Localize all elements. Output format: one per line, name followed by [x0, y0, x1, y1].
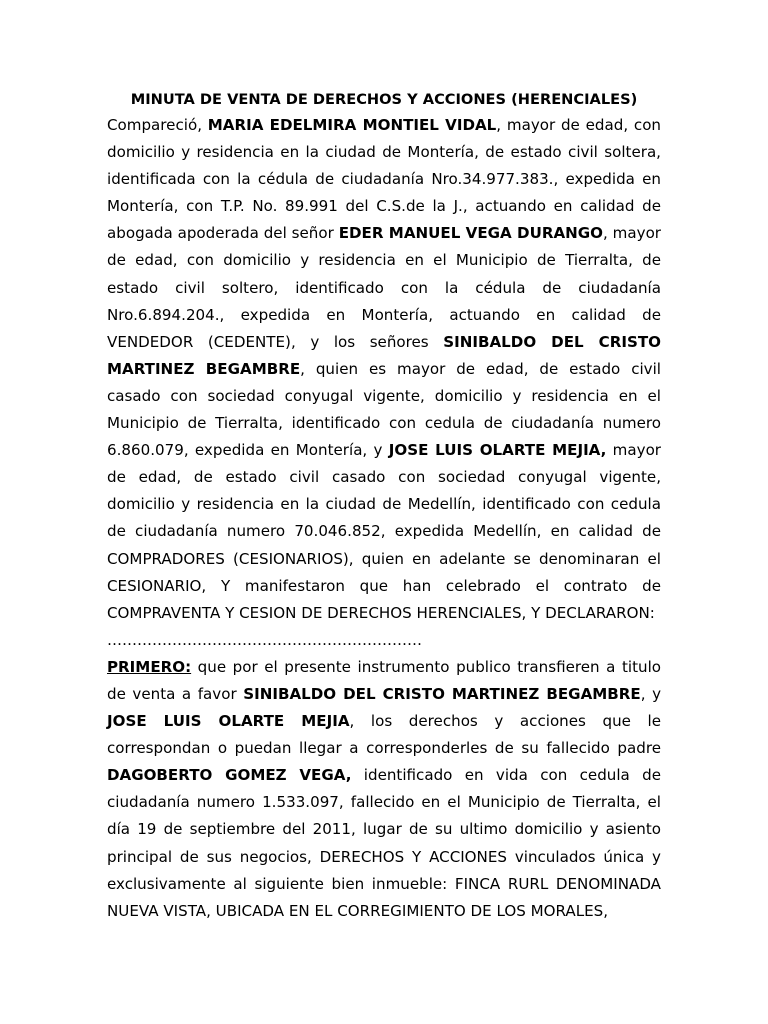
bold-name-vendedor: EDER MANUEL VEGA DURANGO	[338, 224, 603, 243]
bold-name-causante: DAGOBERTO GOMEZ VEGA,	[107, 766, 352, 785]
bold-name-comprador-1: SINIBALDO DEL CRISTO MARTINEZ BEGAMBRE	[243, 684, 641, 703]
paragraph-comparecencia	[107, 112, 661, 627]
document-page	[107, 88, 661, 925]
paragraph-primero	[107, 654, 661, 925]
bold-name-comprador-2: JOSE LUIS OLARTE MEJIA	[107, 712, 350, 731]
bold-name-comprador-1: SINIBALDO DEL CRISTO MARTINEZ BEGAMBRE	[107, 332, 661, 378]
text-run: , mayor de edad, con domicilio y residencia en la ciudad de Montería, de estado civil soltera, identificada con la cédula de ciudadanía Nro.34.977.383., expedida en Montería, con T.P. No. 89.991 del C.S.de la J., actuando en calidad de abogada apoderada del señor	[107, 116, 661, 243]
clause-heading	[107, 658, 191, 676]
text-run: que por el presente instrumento publico transfieren a titulo de venta a favor	[107, 657, 661, 703]
document-title: MINUTA DE VENTA DE DERECHOS Y ACCIONES (HERENCIALES)	[130, 91, 638, 108]
text-run: , quien es mayor de edad, de estado civil casado con sociedad conyugal vigente, domicilio y residencia en el Municipio de Tierralta, identificado con cedula de ciudadanía numero 6.860.079, expedida en Montería, y	[107, 359, 661, 460]
bold-name-apoderada: MARIA EDELMIRA MONTIEL VIDAL	[207, 116, 497, 134]
dotted-separator: ………………………………………………………	[107, 630, 422, 649]
text-run: Compareció,	[107, 116, 208, 134]
text-run: , los derechos y acciones que le correspondan o puedan llegar a corresponderles de su fallecido padre	[107, 712, 661, 758]
text-run: , y	[640, 684, 662, 703]
text-run: mayor de edad, de estado civil casado con sociedad conyugal vigente, domicilio y residencia en la ciudad de Medellín, identificado con cedula de ciudadanía numero 70.046.852, expedida Medellín, en calidad de COMPRADORES (CESIONARIOS), quien en adelante se denominaran el CESIONARIO, Y manifestaron que han celebrado el contrato de COMPRAVENTA Y CESION DE DERECHOS HERENCIALES, Y DECLARARON:	[107, 441, 662, 622]
text-run: identificado en vida con cedula de ciudadanía numero 1.533.097, fallecido en el Municipio de Tierralta, el día 19 de septiembre del 2011, lugar de su ultimo domicilio y asiento principal de sus negocios, DERECHOS Y ACCIONES vinculados única y exclusivamente al siguiente bien inmueble: FINCA RURL DENOMINADA NUEVA VISTA, UBICADA EN EL CORREGIMIENTO DE LOS MORALES,	[107, 766, 661, 920]
clause-heading-text: PRIMERO:	[107, 657, 192, 676]
bold-name-comprador-2: JOSE LUIS OLARTE MEJIA,	[388, 441, 607, 460]
text-run: , mayor de edad, con domicilio y residencia en el Municipio de Tierralta, de estado civil soltero, identificado con la cédula de ciudadanía Nro.6.894.204., expedida en Montería, actuando en calidad de VENDEDOR (CEDENTE), y los señores	[107, 224, 662, 351]
